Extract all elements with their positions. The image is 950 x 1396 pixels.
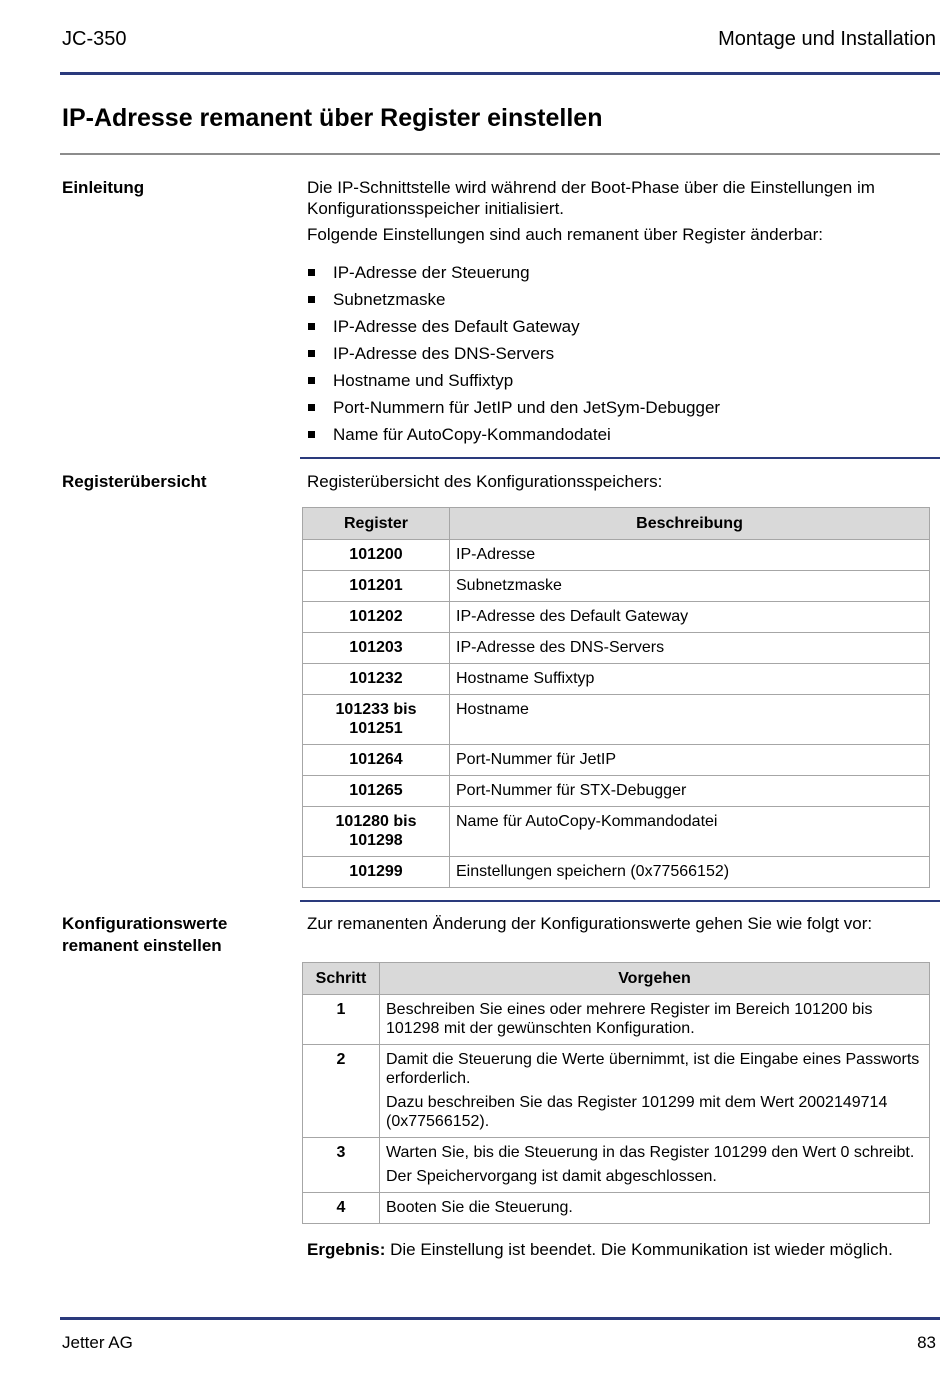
table-row (303, 807, 930, 857)
column-header-procedure: Vorgehen (380, 963, 930, 995)
intro-paragraph-1: Die IP-Schnittstelle wird während der Boot-Phase über die Einstellungen im Konfigurationsspeicher initialisiert. (307, 178, 875, 218)
register-number: 101202 (303, 602, 450, 633)
result-text: Die Einstellung ist beendet. Die Kommunikation ist wieder möglich. (385, 1240, 893, 1259)
bullet-square-icon (308, 377, 315, 384)
column-header-step: Schritt (303, 963, 380, 995)
footer-rule (60, 1317, 940, 1320)
register-number: 101233 bis 101251 (303, 695, 450, 745)
register-number: 101203 (303, 633, 450, 664)
step-number: 2 (303, 1045, 380, 1138)
result-note (307, 1240, 893, 1260)
table-row (303, 664, 930, 695)
intro-paragraph-2: Folgende Einstellungen sind auch remanent über Register änderbar: (307, 225, 823, 244)
register-description: Port-Nummer für STX-Debugger (450, 776, 930, 807)
section-label-intro: Einleitung (62, 178, 145, 197)
table-row (303, 602, 930, 633)
registers-intro: Registerübersicht des Konfigurationsspeichers: (307, 472, 663, 491)
list-item: IP-Adresse des DNS-Servers (307, 343, 720, 370)
list-item: IP-Adresse der Steuerung (307, 262, 720, 289)
bullet-square-icon (308, 404, 315, 411)
register-description: Hostname Suffixtyp (450, 664, 930, 695)
bullet-square-icon (308, 296, 315, 303)
page-number: 83 (917, 1333, 936, 1352)
step-description: Booten Sie die Steuerung. (380, 1193, 930, 1224)
table-header-row (303, 963, 930, 995)
register-number: 101232 (303, 664, 450, 695)
bullet-square-icon (308, 269, 315, 276)
register-number: 101264 (303, 745, 450, 776)
settings-bullet-list (307, 262, 720, 451)
step-number: 3 (303, 1138, 380, 1193)
register-number: 101280 bis 101298 (303, 807, 450, 857)
title-rule (60, 153, 940, 155)
step-description: Warten Sie, bis die Steuerung in das Register 101299 den Wert 0 schreibt. Der Speichervorgang ist damit abgeschlossen. (380, 1138, 930, 1193)
section-label-config: Konfigurationswerte remanent einstellen (62, 914, 228, 955)
document-header-chapter: Montage und Installation (718, 28, 936, 50)
table-row (303, 1138, 930, 1193)
table-row (303, 1193, 930, 1224)
table-row (303, 633, 930, 664)
register-description: Einstellungen speichern (0x77566152) (450, 857, 930, 888)
procedure-table (302, 962, 930, 1224)
register-table (302, 507, 930, 888)
bullet-square-icon (308, 350, 315, 357)
register-description: Name für AutoCopy-Kommandodatei (450, 807, 930, 857)
result-label: Ergebnis: (307, 1240, 386, 1259)
header-rule (60, 72, 940, 75)
list-item: Subnetzmaske (307, 289, 720, 316)
register-description: Port-Nummer für JetIP (450, 745, 930, 776)
bullet-square-icon (308, 431, 315, 438)
register-number: 101299 (303, 857, 450, 888)
list-item: Port-Nummern für JetIP und den JetSym-Debugger (307, 397, 720, 424)
document-header-product: JC-350 (62, 28, 127, 50)
table-row (303, 776, 930, 807)
list-item: Hostname und Suffixtyp (307, 370, 720, 397)
table-row (303, 695, 930, 745)
step-number: 4 (303, 1193, 380, 1224)
section-divider (300, 900, 940, 902)
register-description: Subnetzmaske (450, 571, 930, 602)
register-description: IP-Adresse (450, 540, 930, 571)
table-row (303, 995, 930, 1045)
config-intro: Zur remanenten Änderung der Konfigurationswerte gehen Sie wie folgt vor: (307, 914, 873, 933)
list-item: IP-Adresse des Default Gateway (307, 316, 720, 343)
column-header-register: Register (303, 508, 450, 540)
table-row (303, 857, 930, 888)
register-number: 101265 (303, 776, 450, 807)
register-number: 101201 (303, 571, 450, 602)
table-row (303, 571, 930, 602)
table-header-row (303, 508, 930, 540)
section-divider (300, 457, 940, 459)
column-header-description: Beschreibung (450, 508, 930, 540)
section-label-registers: Registerübersicht (62, 472, 207, 491)
step-number: 1 (303, 995, 380, 1045)
register-description: IP-Adresse des Default Gateway (450, 602, 930, 633)
step-description: Beschreiben Sie eines oder mehrere Register im Bereich 101200 bis 101298 mit der gewünschten Konfiguration. (380, 995, 930, 1045)
register-description: Hostname (450, 695, 930, 745)
step-description: Damit die Steuerung die Werte übernimmt, ist die Eingabe eines Passworts erforderlich. Dazu beschreiben Sie das Register 101299 mit dem Wert 2002149714 (0x77566152). (380, 1045, 930, 1138)
page-title: IP-Adresse remanent über Register einstellen (62, 104, 603, 132)
footer-company: Jetter AG (62, 1333, 133, 1352)
register-number: 101200 (303, 540, 450, 571)
list-item: Name für AutoCopy-Kommandodatei (307, 424, 720, 451)
bullet-square-icon (308, 323, 315, 330)
table-row (303, 540, 930, 571)
register-description: IP-Adresse des DNS-Servers (450, 633, 930, 664)
table-row (303, 1045, 930, 1138)
table-row (303, 745, 930, 776)
